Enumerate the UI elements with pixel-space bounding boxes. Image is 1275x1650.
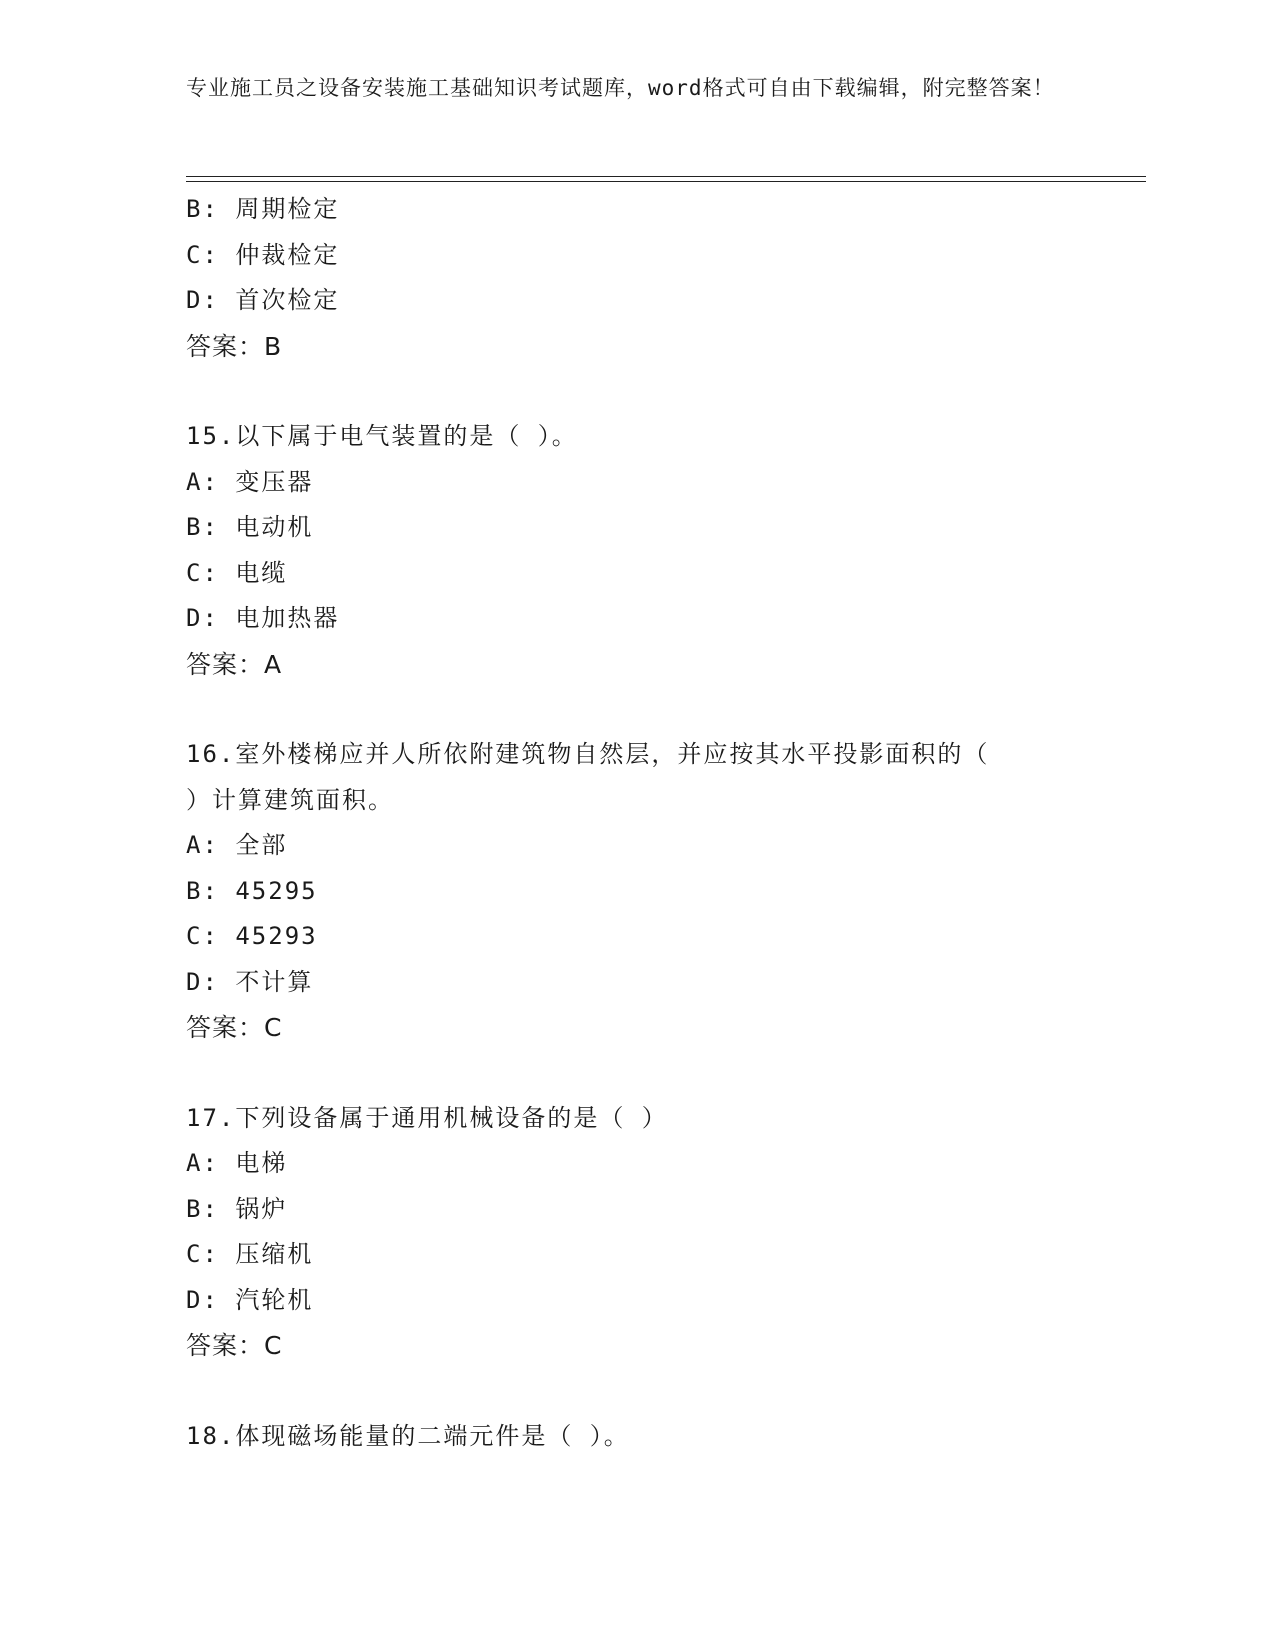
- option-text: 电梯: [235, 1149, 288, 1177]
- option-c: [186, 914, 1086, 960]
- option-label: C:: [186, 240, 219, 269]
- option-c: [186, 233, 1086, 279]
- option-b: [186, 187, 1086, 233]
- option-label: A:: [186, 467, 219, 496]
- option-b: [186, 1187, 1086, 1233]
- option-label: B:: [186, 513, 219, 541]
- option-text: 首次检定: [235, 286, 340, 314]
- option-label: D:: [186, 286, 219, 314]
- option-label: C:: [186, 922, 219, 950]
- spacer: [186, 687, 1086, 732]
- header-divider-bottom: [186, 181, 1146, 182]
- question-17: [186, 1096, 1086, 1369]
- spacer: [186, 1369, 1086, 1414]
- question-list: [186, 187, 1086, 1459]
- option-d: [186, 596, 1086, 642]
- option-label: A:: [186, 831, 219, 859]
- option-d: [186, 1278, 1086, 1324]
- option-text: 仲裁检定: [235, 240, 340, 269]
- option-a: [186, 460, 1086, 506]
- option-label: A:: [186, 1149, 219, 1177]
- option-label: D:: [186, 604, 219, 632]
- option-label: D:: [186, 967, 219, 996]
- option-text: 不计算: [235, 967, 314, 996]
- header-divider-top: [186, 176, 1146, 177]
- option-text: 周期检定: [235, 195, 340, 223]
- option-c: [186, 551, 1086, 597]
- option-b: [186, 869, 1086, 915]
- option-text: 45295: [235, 876, 318, 905]
- option-d: [186, 278, 1086, 324]
- option-text: 变压器: [235, 467, 314, 496]
- question-stem-continued: ）计算建筑面积。: [186, 785, 394, 814]
- option-label: B:: [186, 876, 219, 905]
- spacer: [186, 369, 1086, 414]
- option-text: 电动机: [235, 513, 314, 541]
- option-d: [186, 960, 1086, 1006]
- option-a: [186, 823, 1086, 869]
- option-text: 压缩机: [235, 1240, 314, 1268]
- option-text: 锅炉: [235, 1194, 288, 1223]
- answer: 答案：B: [186, 331, 283, 361]
- option-label: B:: [186, 195, 219, 223]
- option-a: [186, 1141, 1086, 1187]
- question-14-tail: [186, 187, 1086, 369]
- option-c: [186, 1232, 1086, 1278]
- option-text: 45293: [235, 922, 318, 950]
- option-text: 电加热器: [235, 604, 340, 632]
- option-label: D:: [186, 1285, 219, 1314]
- option-label: B:: [186, 1194, 219, 1223]
- option-label: C:: [186, 1240, 219, 1268]
- option-label: C:: [186, 558, 219, 587]
- answer: 答案：A: [186, 649, 283, 679]
- document-header: 专业施工员之设备安装施工基础知识考试题库，word格式可自由下载编辑，附完整答案！: [186, 76, 1055, 100]
- spacer: [186, 1051, 1086, 1096]
- option-b: [186, 505, 1086, 551]
- answer: 答案：C: [186, 1331, 283, 1360]
- question-stem: 17.下列设备属于通用机械设备的是（ ）: [186, 1103, 668, 1132]
- option-text: 全部: [235, 831, 288, 859]
- question-stem: 18.体现磁场能量的二端元件是（ ）。: [186, 1421, 630, 1450]
- answer: 答案：C: [186, 1013, 283, 1042]
- question-15: [186, 414, 1086, 687]
- question-stem: 16.室外楼梯应并人所依附建筑物自然层，并应按其水平投影面积的（: [186, 740, 990, 768]
- question-18: [186, 1414, 1086, 1460]
- question-16: [186, 732, 1086, 1051]
- option-text: 电缆: [235, 558, 288, 587]
- option-text: 汽轮机: [235, 1285, 314, 1314]
- question-stem: 15.以下属于电气装置的是（ ）。: [186, 422, 578, 450]
